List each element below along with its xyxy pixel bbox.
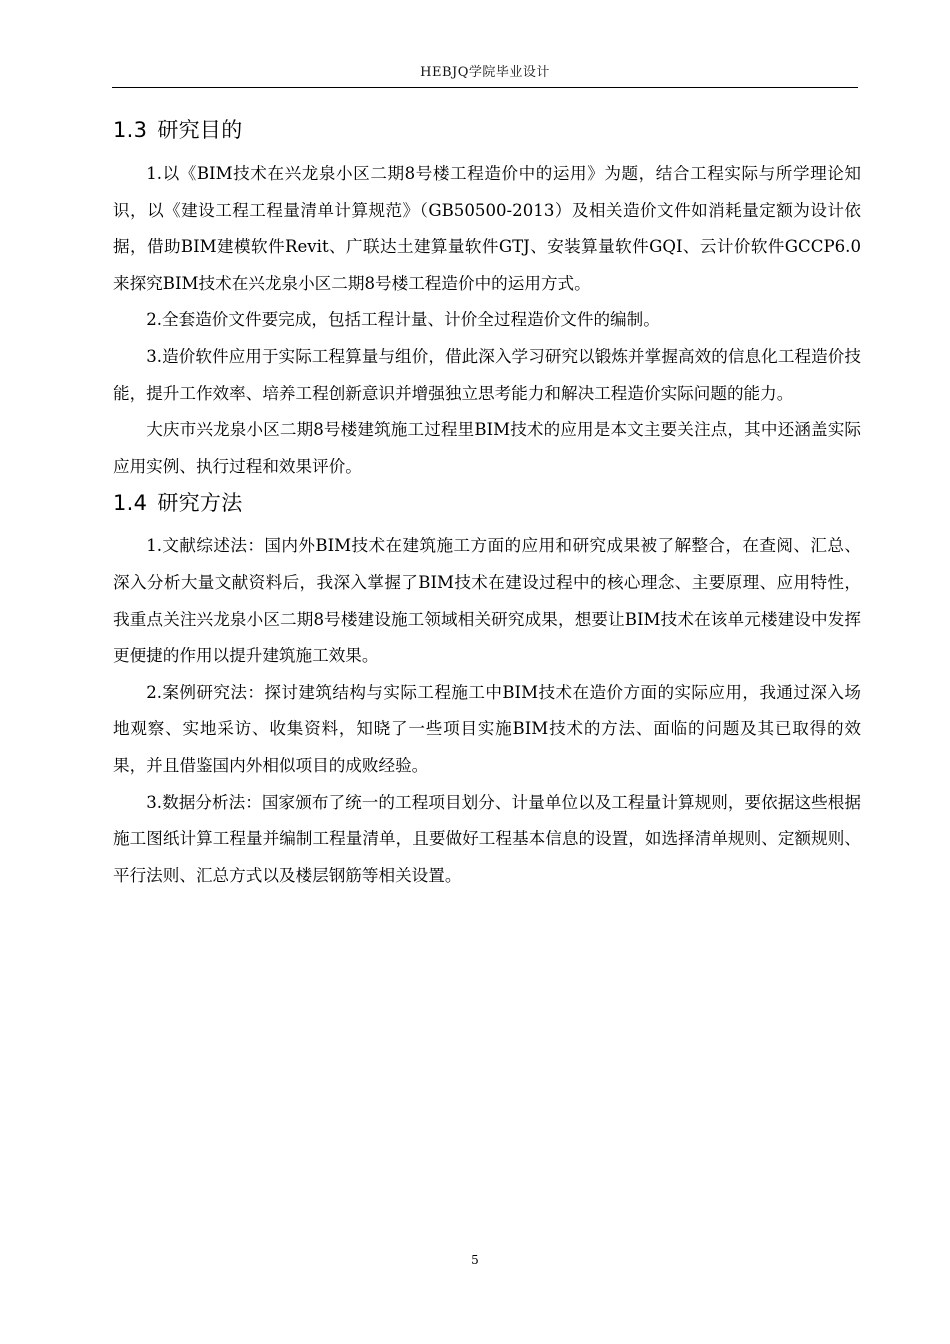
section-number: 1.4 [113, 491, 148, 516]
paragraph: 2.全套造价文件要完成，包括工程计量、计价全过程造价文件的编制。 [146, 310, 660, 330]
paragraph: 1.文献综述法：国内外BIM技术在建筑施工方面的应用和研究成果被了解整合，在查阅、汇总、深入分析大量文献资料后，我深入掌握了BIM技术在建设过程中的核心理念、主要原理、应用特性，我重点关注兴龙泉小区二期8号楼建设施工领域相关研究成果，想要让BIM技术在该单元楼建设中发挥更便捷的作用以提升建筑施工效果。 [113, 536, 861, 666]
paragraph: 1.以《BIM技术在兴龙泉小区二期8号楼工程造价中的运用》为题，结合工程实际与所学理论知识，以《建设工程工程量清单计算规范》（GB50500-2013）及相关造价文件如消耗量定额为设计依据，借助BIM建模软件Revit、广联达土建算量软件GTJ、安装算量软件GQI、云计价软件GCCP6.0来探究BIM技术在兴龙泉小区二期8号楼工程造价中的运用方式。 [113, 164, 861, 293]
paragraph: 3.数据分析法：国家颁布了统一的工程项目划分、计量单位以及工程量计算规则，要依据这些根据施工图纸计算工程量并编制工程量清单，且要做好工程基本信息的设置，如选择清单规则、定额规则、平行法则、汇总方式以及楼层钢筋等相关设置。 [113, 792, 861, 885]
page-content [113, 111, 861, 894]
running-header: HEBJQ学院毕业设计 [420, 65, 550, 80]
section-heading-1-3 [113, 115, 861, 145]
section-number: 1.3 [113, 118, 148, 142]
paragraph: 大庆市兴龙泉小区二期8号楼建筑施工过程里BIM技术的应用是本文主要关注点，其中还涵盖实际应用实例、执行过程和效果评价。 [113, 420, 861, 476]
paragraph: 2.案例研究法：探讨建筑结构与实际工程施工中BIM技术在造价方面的实际应用，我通过深入场地观察、实地采访、收集资料，知晓了一些项目实施BIM技术的方法、面临的问题及其已取得的效果，并且借鉴国内外相似项目的成败经验。 [113, 682, 861, 775]
section-title: 研究方法 [157, 491, 243, 516]
section-title: 研究目的 [157, 118, 243, 142]
header-divider [112, 87, 858, 88]
page-number: 5 [471, 1253, 479, 1267]
paragraph: 3.造价软件应用于实际工程算量与组价，借此深入学习研究以锻炼并掌握高效的信息化工程造价技能，提升工作效率、培养工程创新意识并增强独立思考能力和解决工程造价实际问题的能力。 [113, 346, 861, 403]
section-heading-1-4 [113, 488, 861, 518]
